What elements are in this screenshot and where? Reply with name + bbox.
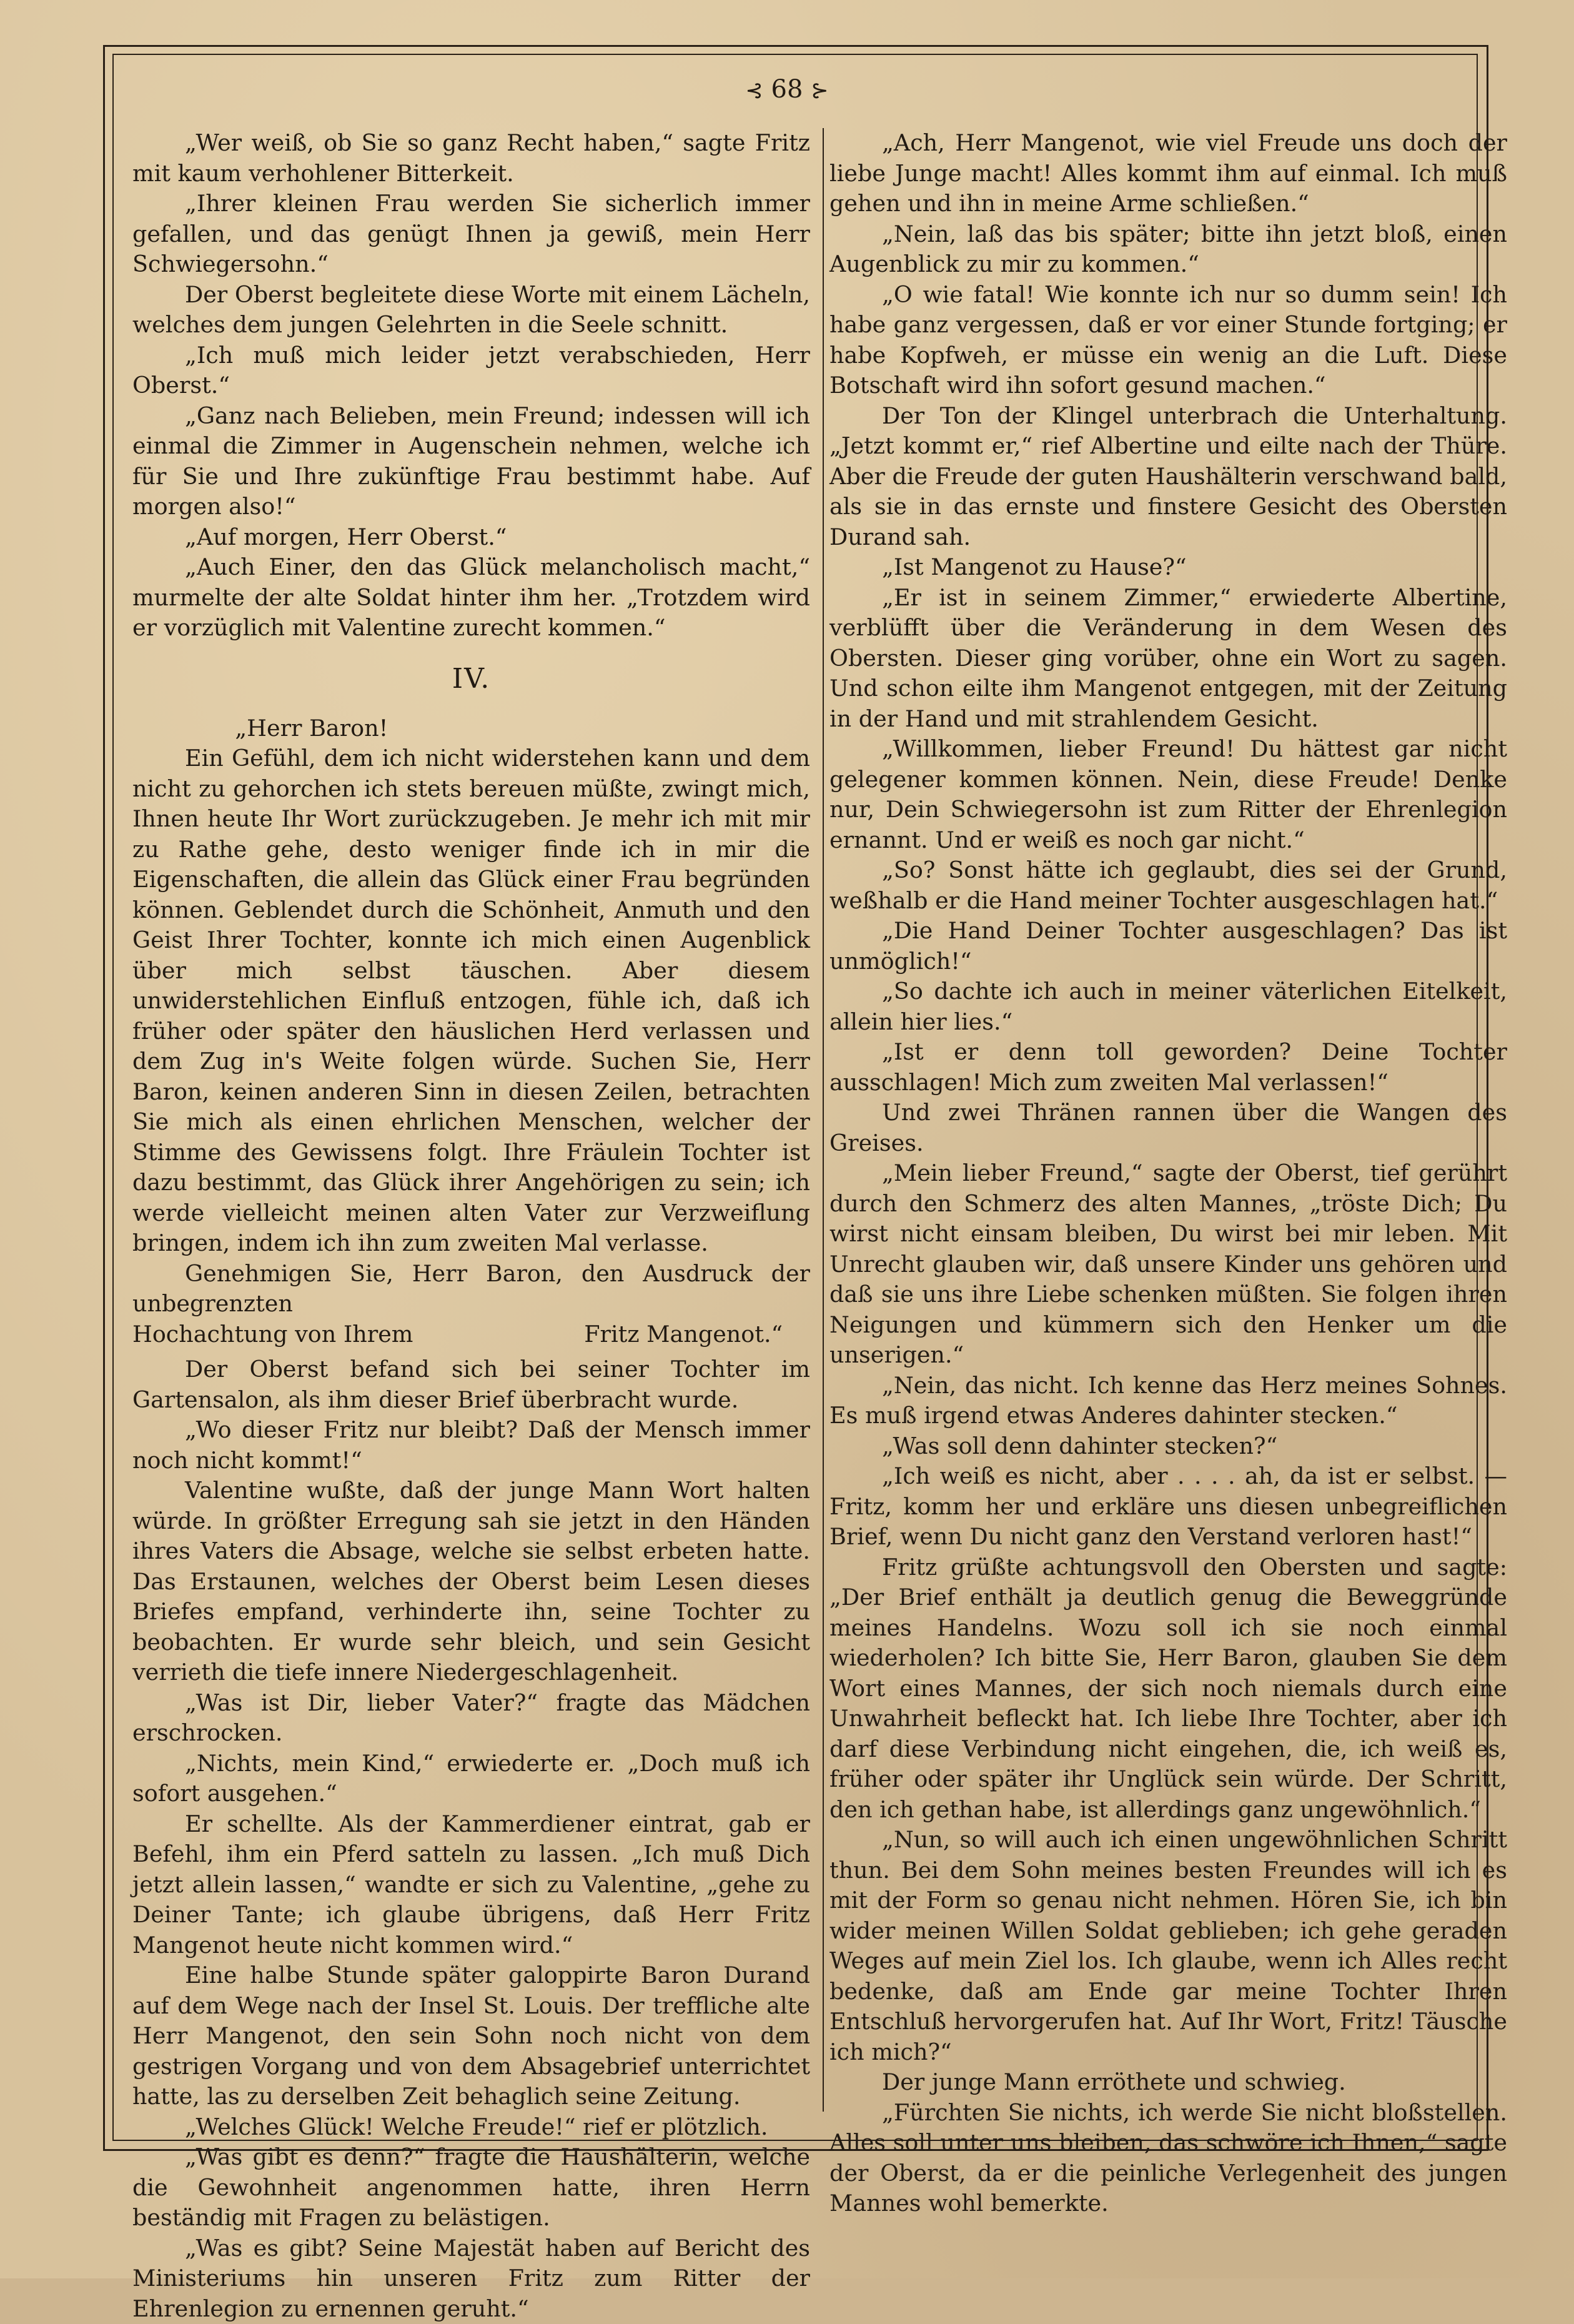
left-column xyxy=(132,128,810,2115)
ornament-left-icon: ⊰ xyxy=(745,78,763,103)
ornament-right-icon: ⊱ xyxy=(811,78,829,103)
paragraph: Eine halbe Stunde später galoppirte Baron Durand auf dem Wege nach der Insel St. Louis. Der treffliche alte Herr Mangenot, den sein Sohn noch nicht von dem gestrigen Vorgang und von dem Absagebrief unterrichtet hatte, las zu derselben Zeit behaglich seine Zeitung. xyxy=(132,1960,810,2112)
paragraph: „Wer weiß, ob Sie so ganz Recht haben,“ sagte Fritz mit kaum verhohlener Bitterkeit. xyxy=(132,128,810,189)
paragraph: Der Ton der Klingel unterbrach die Unterhaltung. „Jetzt kommt er,“ rief Albertine und eilte nach der Thüre. Aber die Freude der guten Haushälterin verschwand bald, als sie in das ernste und finstere Gesicht des Obersten Durand sah. xyxy=(829,401,1507,553)
paragraph: „Nein, das nicht. Ich kenne das Herz meines Sohnes. Es muß irgend etwas Anderes dahinter stecken.“ xyxy=(829,1371,1507,1431)
paragraph: „Willkommen, lieber Freund! Du hättest gar nicht gelegener kommen können. Nein, diese Freude! Denke nur, Dein Schwiegersohn ist zum Ritter der Ehrenlegion ernannt. Und er weiß es noch gar nicht.“ xyxy=(829,734,1507,855)
paragraph: „Was ist Dir, lieber Vater?“ fragte das Mädchen erschrocken. xyxy=(132,1688,810,1749)
paragraph: „Mein lieber Freund,“ sagte der Oberst, tief gerührt durch den Schmerz des alten Mannes, „tröste Dich; Du wirst nicht einsam bleiben, Du wirst bei mir leben. Mit Unrecht glauben wir, daß unsere Kinder uns gehören und daß sie uns ihre Liebe schenken müßten. Sie folgen ihren Neigungen und kümmern sich den Henker um die unserigen.“ xyxy=(829,1158,1507,1371)
paragraph: „Nun, so will auch ich einen ungewöhnlichen Schritt thun. Bei dem Sohn meines besten Freundes will ich es mit der Form so genau nicht nehmen. Hören Sie, ich bin wider meinen Willen Soldat geblieben; ich gehe geraden Weges auf mein Ziel los. Ich glaube, wenn ich Alles recht bedenke, daß am Ende gar meine Tochter Ihren Entschluß hervorgerufen hat. Auf Ihr Wort, Fritz! Täusche ich mich?“ xyxy=(829,1825,1507,2067)
page-number-header xyxy=(725,67,849,111)
paragraph: „Ist Mangenot zu Hause?“ xyxy=(829,552,1507,583)
right-column xyxy=(829,128,1507,2115)
paragraph: „Was gibt es denn?“ fragte die Haushälterin, welche die Gewohnheit angenommen hatte, ihren Herrn beständig mit Fragen zu belästigen. xyxy=(132,2142,810,2233)
paragraph: „Nichts, mein Kind,“ erwiederte er. „Doch muß ich sofort ausgehen.“ xyxy=(132,1749,810,1809)
letter-paragraph: Genehmigen Sie, Herr Baron, den Ausdruck der unbegrenzten xyxy=(132,1259,810,1319)
paragraph: „So? Sonst hätte ich geglaubt, dies sei der Grund, weßhalb er die Hand meiner Tochter ausgeschlagen hat.“ xyxy=(829,855,1507,916)
paragraph: „O wie fatal! Wie konnte ich nur so dumm sein! Ich habe ganz vergessen, daß er vor einer Stunde fortging; er habe Kopfweh, er müsse ein wenig an die Luft. Diese Botschaft wird ihn sofort gesund machen.“ xyxy=(829,280,1507,401)
page-number: 68 xyxy=(771,75,803,104)
paragraph: Valentine wußte, daß der junge Mann Wort halten würde. In größter Erregung sah sie jetzt in den Händen ihres Vaters die Absage, welche sie selbst erbeten hatte. Das Erstaunen, welches der Oberst beim Lesen dieses Briefes empfand, verhinderte ihn, seine Tochter zu beobachten. Er wurde sehr bleich, und sein Gesicht verrieth die tiefe innere Niedergeschlagenheit. xyxy=(132,1476,810,1688)
paragraph: „Fürchten Sie nichts, ich werde Sie nicht bloßstellen. Alles soll unter uns bleiben, das schwöre ich Ihnen,“ sagte der Oberst, da er die peinliche Verlegenheit des jungen Mannes wohl bemerkte. xyxy=(829,2098,1507,2219)
paragraph: „Die Hand Deiner Tochter ausgeschlagen? Das ist unmöglich!“ xyxy=(829,916,1507,976)
paragraph: Der Oberst begleitete diese Worte mit einem Lächeln, welches dem jungen Gelehrten in die Seele schnitt. xyxy=(132,280,810,340)
paragraph: „Er ist in seinem Zimmer,“ erwiederte Albertine, verblüfft über die Veränderung in dem Wesen des Obersten. Dieser ging vorüber, ohne ein Wort zu sagen. Und schon eilte ihm Mangenot entgegen, mit der Zeitung in der Hand und mit strahlendem Gesicht. xyxy=(829,583,1507,735)
letter-paragraph: Ein Gefühl, dem ich nicht widerstehen kann und dem nicht zu gehorchen ich stets bereuen müßte, zwingt mich, Ihnen heute Ihr Wort zurückzugeben. Je mehr ich mit mir zu Rathe gehe, desto weniger finde ich in mir die Eigenschaften, die allein das Glück einer Frau begründen können. Geblendet durch die Schönheit, Anmuth und den Geist Ihrer Tochter, konnte ich mich einen Augenblick über mich selbst täuschen. Aber diesem unwiderstehlichen Einfluß entzogen, fühle ich, daß ich früher oder später den häuslichen Herd verlassen und dem Zug in's Weite folgen würde. Suchen Sie, Herr Baron, keinen anderen Sinn in diesen Zeilen, betrachten Sie mich als einen ehrlichen Menschen, welcher der Stimme des Gewissens folgt. Ihre Fräulein Tochter ist dazu bestimmt, das Glück ihrer Angehörigen zu sein; ich werde vielleicht meinen alten Vater zur Verzweiflung bringen, indem ich ihn zum zweiten Mal verlasse. xyxy=(132,743,810,1259)
paragraph: „Ach, Herr Mangenot, wie viel Freude uns doch der liebe Junge macht! Alles kommt ihm auf einmal. Ich muß gehen und ihn in meine Arme schließen.“ xyxy=(829,128,1507,219)
paragraph: „Auch Einer, den das Glück melancholisch macht,“ murmelte der alte Soldat hinter ihm her. „Trotzdem wird er vorzüglich mit Valentine zurecht kommen.“ xyxy=(132,552,810,643)
paragraph: Und zwei Thränen rannen über die Wangen des Greises. xyxy=(829,1098,1507,1158)
paragraph: „Ich weiß es nicht, aber . . . . ah, da ist er selbst. — Fritz, komm her und erkläre uns diesen unbegreiflichen Brief, wenn Du nicht ganz den Verstand verloren hast!“ xyxy=(829,1461,1507,1552)
paragraph: Der Oberst befand sich bei seiner Tochter im Gartensalon, als ihm dieser Brief überbracht wurde. xyxy=(132,1354,810,1415)
paragraph: „So dachte ich auch in meiner väterlichen Eitelkeit, allein hier lies.“ xyxy=(829,976,1507,1037)
paragraph: „Ich muß mich leider jetzt verabschieden, Herr Oberst.“ xyxy=(132,340,810,401)
chapter-heading: IV. xyxy=(132,657,810,701)
paragraph: „Ganz nach Belieben, mein Freund; indessen will ich einmal die Zimmer in Augenschein nehmen, welche ich für Sie und Ihre zukünftige Frau bestimmt habe. Auf morgen also!“ xyxy=(132,401,810,522)
letter-closing: Hochachtung von Ihrem xyxy=(132,1319,413,1350)
paragraph: „Nein, laß das bis später; bitte ihn jetzt bloß, einen Augenblick zu mir zu kommen.“ xyxy=(829,219,1507,280)
paragraph: „Ist er denn toll geworden? Deine Tochter ausschlagen! Mich zum zweiten Mal verlassen!“ xyxy=(829,1037,1507,1098)
letter-closing-line xyxy=(132,1319,810,1350)
paragraph: Er schellte. Als der Kammerdiener eintrat, gab er Befehl, ihm ein Pferd satteln zu lassen. „Ich muß Dich jetzt allein lassen,“ wandte er sich zu Valentine, „gehe zu Deiner Tante; ich glaube übrigens, daß Herr Fritz Mangenot heute nicht kommen wird.“ xyxy=(132,1809,810,1961)
paragraph: „Auf morgen, Herr Oberst.“ xyxy=(132,522,810,553)
letter-signature: Fritz Mangenot.“ xyxy=(584,1319,810,1350)
letter-salutation: „Herr Baron! xyxy=(132,713,810,744)
paragraph: Fritz grüßte achtungsvoll den Obersten und sagte: „Der Brief enthält ja deutlich genug die Beweggründe meines Handelns. Wozu soll ich sie noch einmal wiederholen? Ich bitte Sie, Herr Baron, glauben Sie dem Wort eines Mannes, der sich noch niemals durch eine Unwahrheit befleckt hat. Ich liebe Ihre Tochter, aber ich darf diese Verbindung nicht eingehen, die, ich weiß es, früher oder später ihr Unglück sein würde. Der Schritt, den ich gethan habe, ist allerdings ganz ungewöhnlich.“ xyxy=(829,1552,1507,1825)
paragraph: „Was es gibt? Seine Majestät haben auf Bericht des Ministeriums hin unseren Fritz zum Ritter der Ehrenlegion zu ernennen geruht.“ xyxy=(132,2233,810,2324)
column-divider xyxy=(823,128,824,2112)
paragraph: „Welches Glück! Welche Freude!“ rief er plötzlich. xyxy=(132,2112,810,2143)
paragraph: „Ihrer kleinen Frau werden Sie sicherlich immer gefallen, und das genügt Ihnen ja gewiß, mein Herr Schwiegersohn.“ xyxy=(132,189,810,280)
paragraph: „Wo dieser Fritz nur bleibt? Daß der Mensch immer noch nicht kommt!“ xyxy=(132,1415,810,1476)
paragraph: „Was soll denn dahinter stecken?“ xyxy=(829,1431,1507,1462)
paragraph: Der junge Mann erröthete und schwieg. xyxy=(829,2067,1507,2098)
